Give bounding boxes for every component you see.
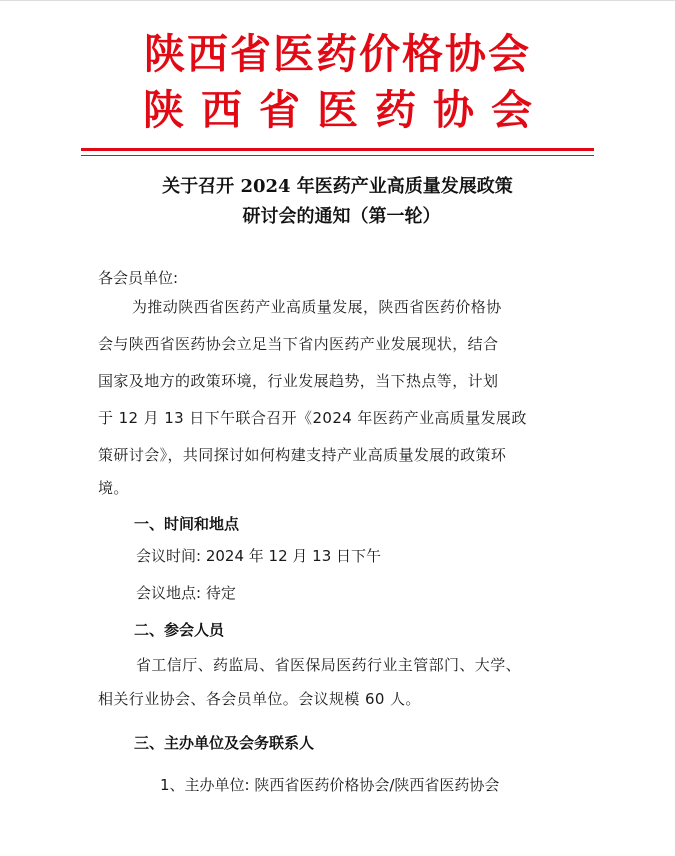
notice-title-line-2: 研讨会的通知（第一轮） [242,206,441,227]
letterhead-rule-thick [81,148,594,151]
intro-paragraph-line: 境。 [98,479,129,497]
letterhead-rule-thin [81,155,594,156]
section-heading-attendees: 二、参会人员 [134,621,225,639]
intro-paragraph-line: 于 12 月 13 日下午联合召开《2024 年医药产业高质量发展政 [98,409,527,427]
salutation: 各会员单位: [98,269,179,287]
intro-paragraph-line: 会与陕西省医药协会立足当下省内医药产业发展现状，结合 [98,335,499,353]
intro-paragraph-line: 为推动陕西省医药产业高质量发展，陕西省医药价格协 [132,298,502,316]
notice-title-line-1: 关于召开 2024 年医药产业高质量发展政策 [162,176,513,197]
attendees-line: 省工信厅、药监局、省医保局医药行业主管部门、大学、 [136,656,522,674]
attendees-line: 相关行业协会、各会员单位。会议规模 60 人。 [98,690,421,708]
meeting-place: 会议地点: 待定 [136,584,236,602]
intro-paragraph-line: 国家及地方的政策环境，行业发展趋势，当下热点等，计划 [98,372,499,390]
intro-paragraph-line: 策研讨会》，共同探讨如何构建支持产业高质量发展的政策环 [98,446,507,464]
host-organizers: 1、主办单位: 陕西省医药价格协会/陕西省医药协会 [160,776,500,794]
page-top-edge [0,0,675,1]
meeting-time: 会议时间: 2024 年 12 月 13 日下午 [136,547,382,565]
letterhead-org-name-2: 陕西省医药协会 [143,86,549,134]
section-heading-organizers: 三、主办单位及会务联系人 [134,734,315,752]
letterhead-org-name-1: 陕西省医药价格协会 [144,30,531,78]
section-heading-time-place: 一、时间和地点 [134,515,240,533]
